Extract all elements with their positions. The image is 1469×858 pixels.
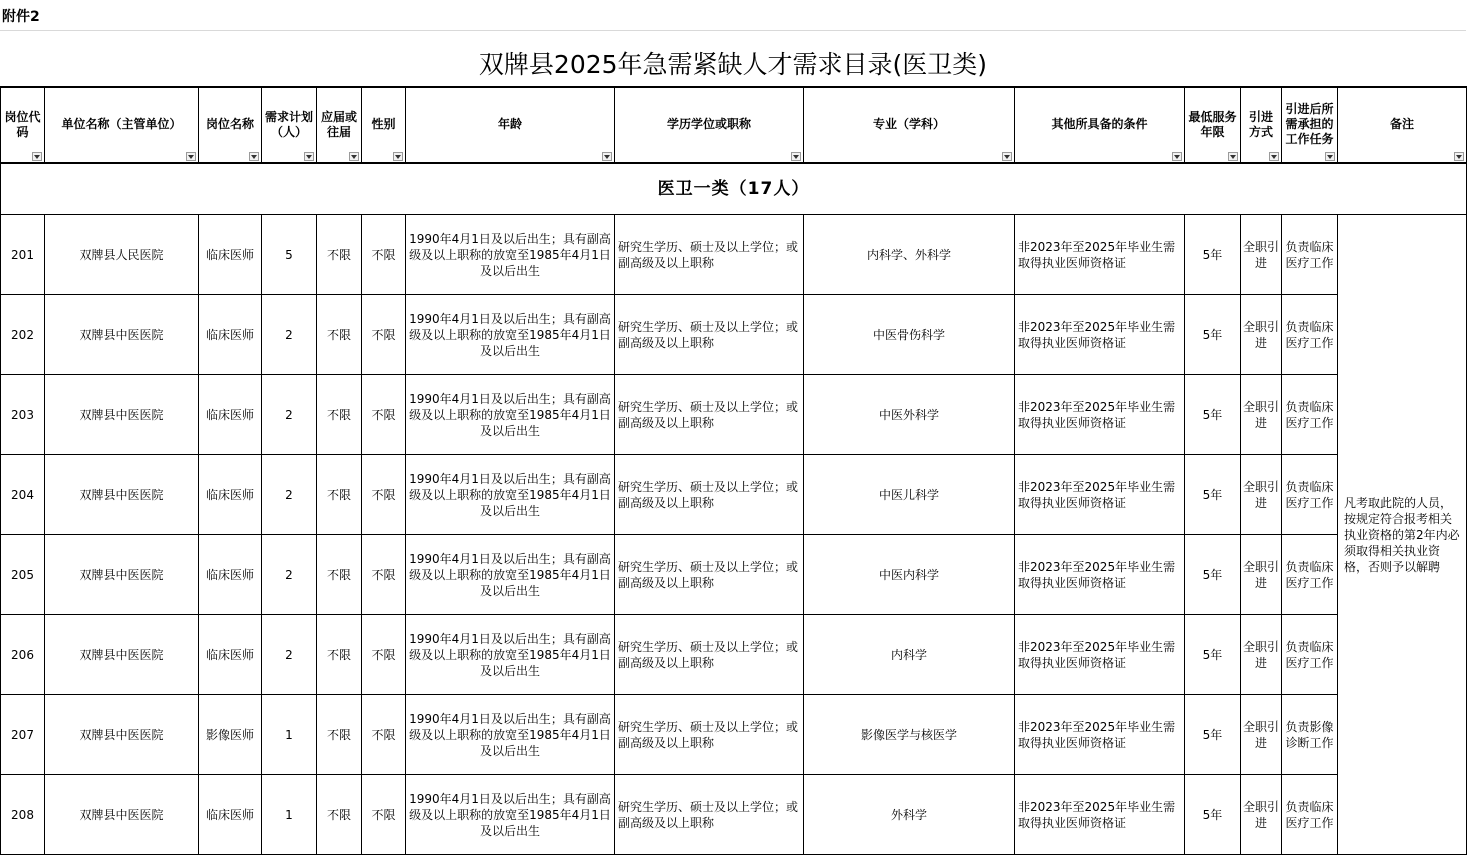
cell-position: 临床医师 bbox=[199, 775, 262, 855]
filter-dropdown-icon[interactable] bbox=[32, 152, 42, 161]
cell-code: 206 bbox=[1, 615, 45, 695]
cell-grad: 不限 bbox=[317, 535, 362, 615]
cell-code: 205 bbox=[1, 535, 45, 615]
cell-method: 全职引进 bbox=[1241, 215, 1282, 295]
column-header-method bbox=[1241, 87, 1282, 164]
column-header-position bbox=[199, 87, 262, 164]
cell-other: 非2023年至2025年毕业生需取得执业医师资格证 bbox=[1015, 535, 1185, 615]
cell-age: 1990年4月1日及以后出生；具有副高级及以上职称的放宽至1985年4月1日及以后出生 bbox=[406, 535, 615, 615]
attachment-label: 附件2 bbox=[2, 9, 40, 25]
cell-remark: 凡考取此院的人员，按规定符合报考相关执业资格的第2年内必须取得相关执业资格，否则予以解聘 bbox=[1338, 215, 1467, 855]
cell-gender: 不限 bbox=[362, 775, 406, 855]
column-header-label: 年龄 bbox=[497, 117, 522, 131]
table-row bbox=[1, 295, 1467, 375]
cell-code: 201 bbox=[1, 215, 45, 295]
cell-service: 5年 bbox=[1185, 535, 1241, 615]
cell-method: 全职引进 bbox=[1241, 295, 1282, 375]
column-header-label: 应届或往届 bbox=[320, 109, 357, 139]
cell-task: 负责临床医疗工作 bbox=[1282, 375, 1338, 455]
filter-dropdown-icon[interactable] bbox=[1172, 152, 1182, 161]
filter-dropdown-icon[interactable] bbox=[186, 152, 196, 161]
column-header-service bbox=[1185, 87, 1241, 164]
cell-age: 1990年4月1日及以后出生；具有副高级及以上职称的放宽至1985年4月1日及以后出生 bbox=[406, 775, 615, 855]
cell-education: 研究生学历、硕士及以上学位；或副高级及以上职称 bbox=[615, 775, 804, 855]
cell-other: 非2023年至2025年毕业生需取得执业医师资格证 bbox=[1015, 375, 1185, 455]
cell-service: 5年 bbox=[1185, 455, 1241, 535]
cell-grad: 不限 bbox=[317, 375, 362, 455]
cell-service: 5年 bbox=[1185, 695, 1241, 775]
cell-age: 1990年4月1日及以后出生；具有副高级及以上职称的放宽至1985年4月1日及以后出生 bbox=[406, 455, 615, 535]
cell-major: 中医骨伤科学 bbox=[804, 295, 1015, 375]
cell-count: 5 bbox=[262, 215, 317, 295]
page-title: 双牌县2025年急需紧缺人才需求目录(医卫类) bbox=[478, 50, 988, 79]
cell-unit: 双牌县人民医院 bbox=[45, 215, 199, 295]
cell-unit: 双牌县中医医院 bbox=[45, 535, 199, 615]
cell-task: 负责影像诊断工作 bbox=[1282, 695, 1338, 775]
cell-other: 非2023年至2025年毕业生需取得执业医师资格证 bbox=[1015, 615, 1185, 695]
cell-major: 中医外科学 bbox=[804, 375, 1015, 455]
cell-method: 全职引进 bbox=[1241, 775, 1282, 855]
cell-unit: 双牌县中医医院 bbox=[45, 295, 199, 375]
cell-grad: 不限 bbox=[317, 695, 362, 775]
column-header-count bbox=[262, 87, 317, 164]
column-header-label: 学历学位或职称 bbox=[666, 117, 751, 131]
cell-major: 中医儿科学 bbox=[804, 455, 1015, 535]
column-header-label: 专业（学科） bbox=[872, 117, 945, 131]
table-row bbox=[1, 455, 1467, 535]
cell-task: 负责临床医疗工作 bbox=[1282, 455, 1338, 535]
cell-position: 临床医师 bbox=[199, 535, 262, 615]
filter-dropdown-icon[interactable] bbox=[1002, 152, 1012, 161]
filter-dropdown-icon[interactable] bbox=[304, 152, 314, 161]
cell-position: 临床医师 bbox=[199, 615, 262, 695]
cell-major: 影像医学与核医学 bbox=[804, 695, 1015, 775]
cell-task: 负责临床医疗工作 bbox=[1282, 775, 1338, 855]
cell-count: 1 bbox=[262, 775, 317, 855]
cell-task: 负责临床医疗工作 bbox=[1282, 215, 1338, 295]
column-header-label: 需求计划（人） bbox=[265, 109, 314, 139]
cell-code: 207 bbox=[1, 695, 45, 775]
cell-major: 内科学、外科学 bbox=[804, 215, 1015, 295]
filter-dropdown-icon[interactable] bbox=[1325, 152, 1335, 161]
cell-other: 非2023年至2025年毕业生需取得执业医师资格证 bbox=[1015, 295, 1185, 375]
column-header-label: 引进方式 bbox=[1248, 109, 1273, 139]
cell-education: 研究生学历、硕士及以上学位；或副高级及以上职称 bbox=[615, 375, 804, 455]
header-row bbox=[1, 87, 1467, 164]
cell-unit: 双牌县中医医院 bbox=[45, 455, 199, 535]
cell-other: 非2023年至2025年毕业生需取得执业医师资格证 bbox=[1015, 775, 1185, 855]
column-header-gender bbox=[362, 87, 406, 164]
cell-method: 全职引进 bbox=[1241, 535, 1282, 615]
cell-service: 5年 bbox=[1185, 295, 1241, 375]
table-row bbox=[1, 375, 1467, 455]
cell-age: 1990年4月1日及以后出生；具有副高级及以上职称的放宽至1985年4月1日及以后出生 bbox=[406, 295, 615, 375]
cell-service: 5年 bbox=[1185, 775, 1241, 855]
cell-grad: 不限 bbox=[317, 615, 362, 695]
cell-age: 1990年4月1日及以后出生；具有副高级及以上职称的放宽至1985年4月1日及以后出生 bbox=[406, 215, 615, 295]
cell-education: 研究生学历、硕士及以上学位；或副高级及以上职称 bbox=[615, 535, 804, 615]
cell-gender: 不限 bbox=[362, 455, 406, 535]
column-header-major bbox=[804, 87, 1015, 164]
cell-method: 全职引进 bbox=[1241, 615, 1282, 695]
cell-task: 负责临床医疗工作 bbox=[1282, 535, 1338, 615]
cell-position: 临床医师 bbox=[199, 455, 262, 535]
cell-education: 研究生学历、硕士及以上学位；或副高级及以上职称 bbox=[615, 295, 804, 375]
cell-major: 中医内科学 bbox=[804, 535, 1015, 615]
section-label: 医卫一类（17人） bbox=[1, 163, 1467, 215]
table-row bbox=[1, 775, 1467, 855]
cell-service: 5年 bbox=[1185, 615, 1241, 695]
table-row bbox=[1, 615, 1467, 695]
filter-dropdown-icon[interactable] bbox=[393, 152, 403, 161]
cell-service: 5年 bbox=[1185, 375, 1241, 455]
cell-code: 208 bbox=[1, 775, 45, 855]
cell-method: 全职引进 bbox=[1241, 375, 1282, 455]
cell-position: 临床医师 bbox=[199, 375, 262, 455]
cell-other: 非2023年至2025年毕业生需取得执业医师资格证 bbox=[1015, 455, 1185, 535]
cell-gender: 不限 bbox=[362, 295, 406, 375]
cell-method: 全职引进 bbox=[1241, 695, 1282, 775]
column-header-education bbox=[615, 87, 804, 164]
cell-task: 负责临床医疗工作 bbox=[1282, 295, 1338, 375]
talent-demand-table bbox=[0, 86, 1467, 855]
column-header-other bbox=[1015, 87, 1185, 164]
cell-position: 临床医师 bbox=[199, 215, 262, 295]
cell-grad: 不限 bbox=[317, 455, 362, 535]
table-row bbox=[1, 535, 1467, 615]
cell-service: 5年 bbox=[1185, 215, 1241, 295]
cell-count: 2 bbox=[262, 615, 317, 695]
filter-dropdown-icon[interactable] bbox=[1269, 152, 1279, 161]
filter-dropdown-icon[interactable] bbox=[1454, 152, 1464, 161]
cell-position: 临床医师 bbox=[199, 295, 262, 375]
column-header-unit bbox=[45, 87, 199, 164]
cell-count: 2 bbox=[262, 295, 317, 375]
column-header-label: 单位名称（主管单位） bbox=[61, 117, 182, 131]
column-header-label: 引进后所需承担的工作任务 bbox=[1285, 102, 1334, 146]
cell-method: 全职引进 bbox=[1241, 455, 1282, 535]
cell-grad: 不限 bbox=[317, 215, 362, 295]
cell-age: 1990年4月1日及以后出生；具有副高级及以上职称的放宽至1985年4月1日及以后出生 bbox=[406, 375, 615, 455]
filter-dropdown-icon[interactable] bbox=[349, 152, 359, 161]
column-header-grad bbox=[317, 87, 362, 164]
cell-education: 研究生学历、硕士及以上学位；或副高级及以上职称 bbox=[615, 695, 804, 775]
cell-other: 非2023年至2025年毕业生需取得执业医师资格证 bbox=[1015, 695, 1185, 775]
cell-count: 2 bbox=[262, 455, 317, 535]
column-header-age bbox=[406, 87, 615, 164]
cell-task: 负责临床医疗工作 bbox=[1282, 615, 1338, 695]
column-header-remark bbox=[1338, 87, 1467, 164]
cell-count: 2 bbox=[262, 535, 317, 615]
cell-count: 1 bbox=[262, 695, 317, 775]
cell-unit: 双牌县中医医院 bbox=[45, 615, 199, 695]
cell-age: 1990年4月1日及以后出生；具有副高级及以上职称的放宽至1985年4月1日及以后出生 bbox=[406, 695, 615, 775]
cell-code: 202 bbox=[1, 295, 45, 375]
cell-position: 影像医师 bbox=[199, 695, 262, 775]
cell-education: 研究生学历、硕士及以上学位；或副高级及以上职称 bbox=[615, 215, 804, 295]
cell-education: 研究生学历、硕士及以上学位；或副高级及以上职称 bbox=[615, 615, 804, 695]
cell-unit: 双牌县中医医院 bbox=[45, 695, 199, 775]
cell-unit: 双牌县中医医院 bbox=[45, 375, 199, 455]
filter-dropdown-icon[interactable] bbox=[602, 152, 612, 161]
column-header-label: 岗位名称 bbox=[205, 117, 254, 131]
cell-gender: 不限 bbox=[362, 375, 406, 455]
cell-gender: 不限 bbox=[362, 615, 406, 695]
column-header-label: 性别 bbox=[371, 117, 396, 131]
filter-dropdown-icon[interactable] bbox=[791, 152, 801, 161]
cell-grad: 不限 bbox=[317, 295, 362, 375]
cell-gender: 不限 bbox=[362, 535, 406, 615]
filter-dropdown-icon[interactable] bbox=[1228, 152, 1238, 161]
cell-count: 2 bbox=[262, 375, 317, 455]
cell-gender: 不限 bbox=[362, 215, 406, 295]
cell-unit: 双牌县中医医院 bbox=[45, 775, 199, 855]
column-header-label: 备注 bbox=[1389, 117, 1414, 131]
cell-education: 研究生学历、硕士及以上学位；或副高级及以上职称 bbox=[615, 455, 804, 535]
table-row bbox=[1, 695, 1467, 775]
column-header-code bbox=[1, 87, 45, 164]
cell-code: 204 bbox=[1, 455, 45, 535]
cell-grad: 不限 bbox=[317, 775, 362, 855]
cell-age: 1990年4月1日及以后出生；具有副高级及以上职称的放宽至1985年4月1日及以后出生 bbox=[406, 615, 615, 695]
cell-other: 非2023年至2025年毕业生需取得执业医师资格证 bbox=[1015, 215, 1185, 295]
column-header-label: 最低服务年限 bbox=[1188, 109, 1237, 139]
cell-gender: 不限 bbox=[362, 695, 406, 775]
title-row bbox=[0, 30, 1466, 88]
filter-dropdown-icon[interactable] bbox=[249, 152, 259, 161]
column-header-label: 岗位代码 bbox=[4, 109, 41, 139]
cell-code: 203 bbox=[1, 375, 45, 455]
column-header-label: 其他所具备的条件 bbox=[1051, 117, 1148, 131]
section-row bbox=[1, 163, 1467, 215]
cell-major: 内科学 bbox=[804, 615, 1015, 695]
cell-major: 外科学 bbox=[804, 775, 1015, 855]
table-row bbox=[1, 215, 1467, 295]
column-header-task bbox=[1282, 87, 1338, 164]
